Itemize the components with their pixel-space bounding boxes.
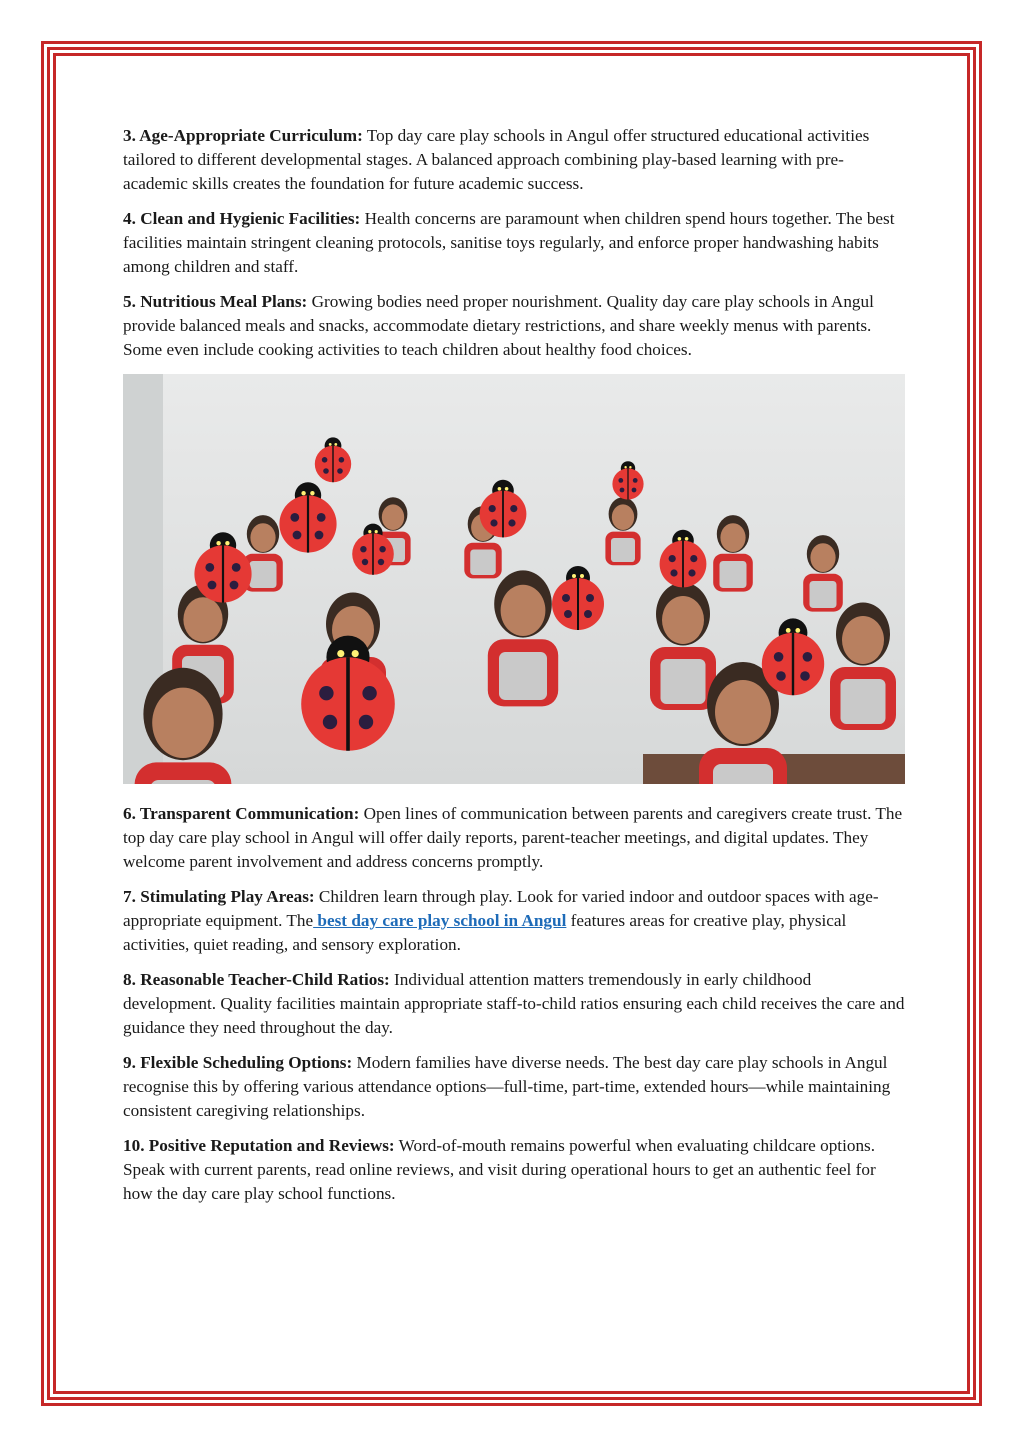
item-heading: 5. Nutritious Meal Plans: — [123, 292, 308, 311]
section-transparent-communication — [123, 802, 907, 874]
item-text-before: Children learn through play. Look for varied indoor and outdoor spaces with age-appropriate equipment. The — [123, 887, 879, 930]
item-heading: 4. Clean and Hygienic Facilities: — [123, 209, 361, 228]
item-text: Modern families have diverse needs. The best day care play schools in Angul recognise this by offering various attendance options—full-time, part-time, extended hours—while maintaining consistent caregiving relationships. — [123, 1053, 891, 1120]
item-heading: 10. Positive Reputation and Reviews: — [123, 1136, 395, 1155]
item-text: Health concerns are paramount when children spend hours together. The best facilities maintain stringent cleaning protocols, sanitise toys regularly, and enforce proper handwashing habits among children and staff. — [123, 209, 895, 276]
item-heading: 9. Flexible Scheduling Options: — [123, 1053, 353, 1072]
best-day-care-link[interactable]: best day care play school in Angul — [313, 911, 567, 930]
item-heading: 8. Reasonable Teacher-Child Ratios: — [123, 970, 390, 989]
item-heading: 3. Age-Appropriate Curriculum: — [123, 126, 363, 145]
document-body — [123, 124, 907, 1217]
item-text-after: features areas for creative play, physical activities, quiet reading, and sensory exploration. — [123, 911, 847, 954]
item-text: Individual attention matters tremendously in early childhood development. Quality facilities maintain appropriate staff-to-child ratios ensuring each child receives the care and guidance they need throughout the day. — [123, 970, 905, 1037]
section-stimulating-play-areas — [123, 885, 907, 957]
section-reputation-reviews — [123, 1134, 907, 1206]
item-heading: 7. Stimulating Play Areas: — [123, 887, 315, 906]
section-clean-hygienic-facilities — [123, 207, 907, 279]
item-text: Word-of-mouth remains powerful when evaluating childcare options. Speak with current parents, read online reviews, and visit during operational hours to get an authentic feel for how the day care play school functions. — [123, 1136, 876, 1203]
children-ladybug-photo — [123, 374, 905, 784]
item-heading: 6. Transparent Communication: — [123, 804, 360, 823]
section-teacher-child-ratios — [123, 968, 907, 1040]
section-nutritious-meal-plans — [123, 290, 907, 362]
item-text: Open lines of communication between parents and caregivers create trust. The top day care play school in Angul will offer daily reports, parent-teacher meetings, and digital updates. They welcome parent involvement and address concerns promptly. — [123, 804, 903, 871]
section-flexible-scheduling — [123, 1051, 907, 1123]
item-text: Top day care play schools in Angul offer structured educational activities tailored to different developmental stages. A balanced approach combining play-based learning with pre-academic skills creates the foundation for future academic success. — [123, 126, 870, 193]
section-age-appropriate-curriculum — [123, 124, 907, 196]
item-text: Growing bodies need proper nourishment. Quality day care play schools in Angul provide balanced meals and snacks, accommodate dietary restrictions, and share weekly menus with parents. Some even include cooking activities to teach children about healthy food choices. — [123, 292, 874, 359]
